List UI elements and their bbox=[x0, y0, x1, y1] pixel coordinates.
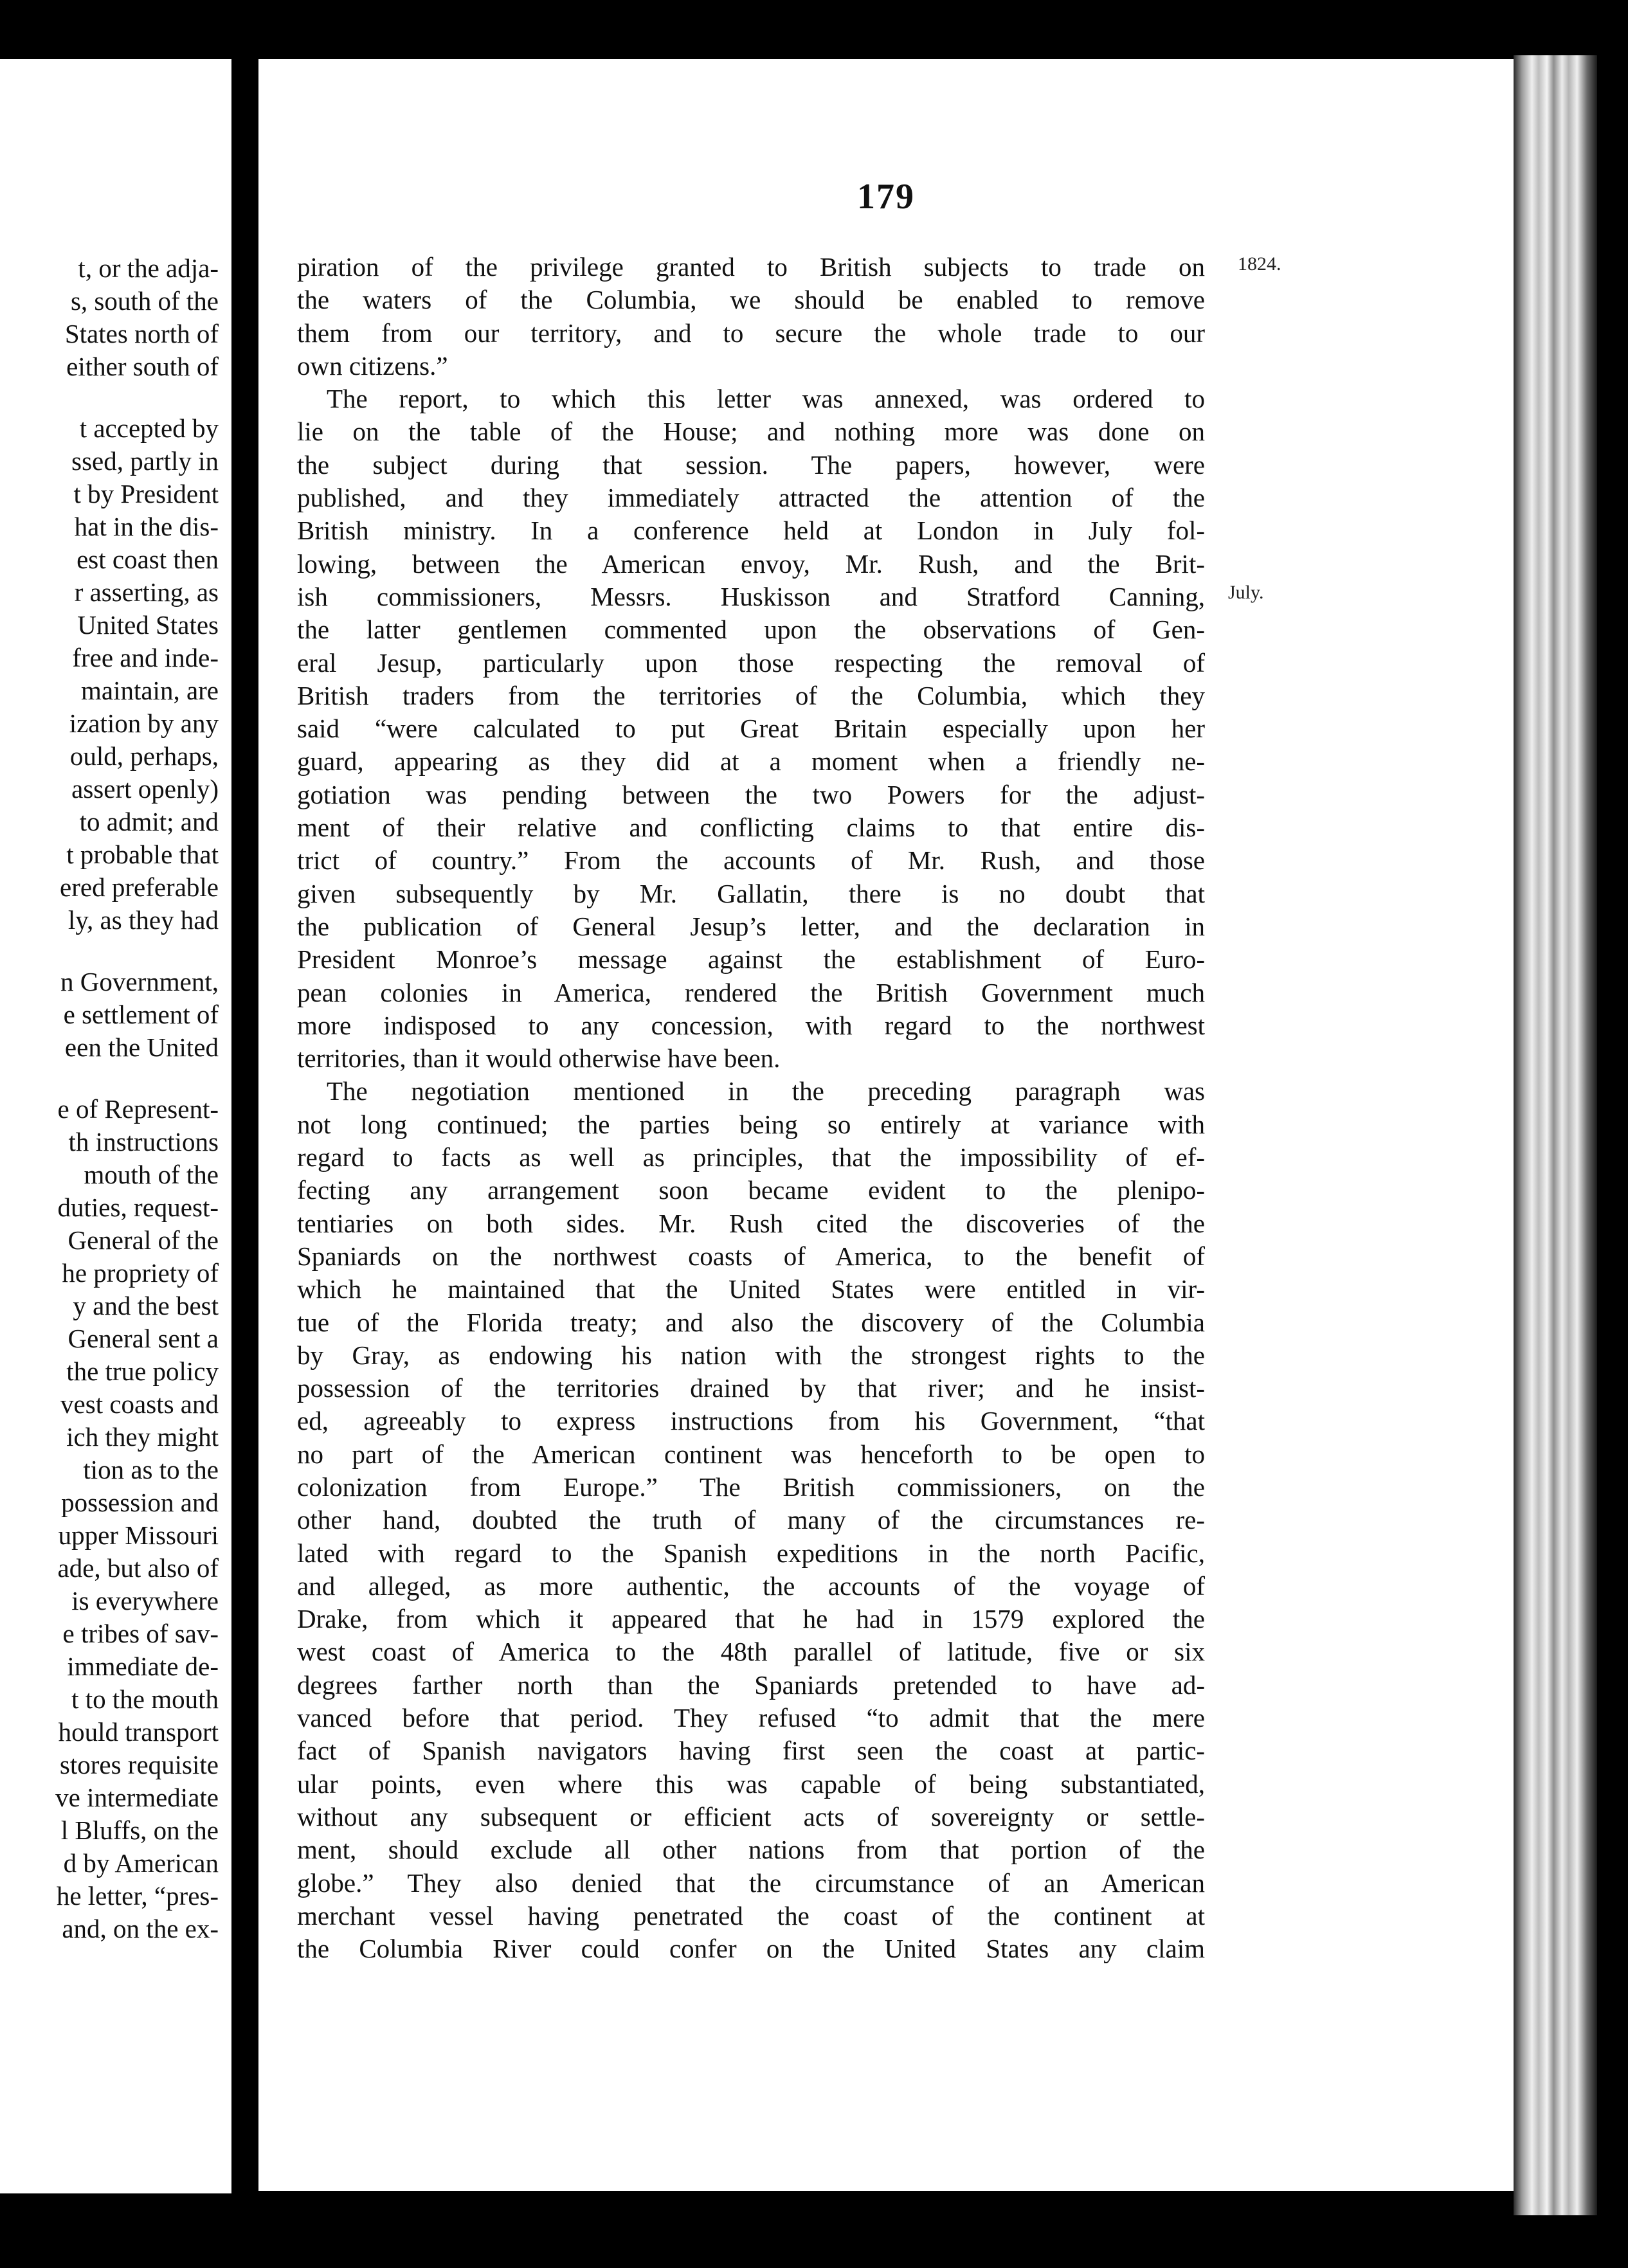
text-line: th instructions bbox=[68, 1127, 219, 1156]
text-line: by Gray, as endowing his nation with the strongest rights to the bbox=[297, 1340, 1205, 1370]
text-line: t to the mouth bbox=[71, 1684, 219, 1714]
text-line: ed, agreeably to express instructions from his Government, “that bbox=[297, 1406, 1205, 1436]
text-line: pean colonies in America, rendered the British Government much bbox=[297, 977, 1205, 1007]
text-line: tue of the Florida treaty; and also the discovery of the Columbia bbox=[297, 1307, 1205, 1337]
page-gutter bbox=[231, 0, 258, 2268]
paragraph-gap bbox=[0, 383, 219, 412]
text-line: to admit; and bbox=[79, 807, 219, 836]
text-line: d by American bbox=[63, 1848, 219, 1878]
text-line: ve intermediate bbox=[55, 1783, 219, 1812]
text-line: fecting any arrangement soon became evident to the plenipo- bbox=[297, 1175, 1205, 1205]
text-line: maintain, are bbox=[80, 676, 219, 705]
page-number: 179 bbox=[857, 177, 915, 217]
text-line: upper Missouri bbox=[58, 1520, 219, 1550]
text-line: The negotiation mentioned in the preceding paragraph was bbox=[327, 1076, 1205, 1106]
text-line: published, and they immediately attracted the attention of the bbox=[297, 483, 1205, 513]
text-line: globe.” They also denied that the circumstance of an American bbox=[297, 1868, 1205, 1898]
previous-page-text bbox=[0, 252, 219, 1945]
text-line: British ministry. In a conference held at London in July fol- bbox=[297, 516, 1205, 546]
margin-note-month: July. bbox=[1228, 582, 1264, 603]
text-line: lowing, between the American envoy, Mr. Rush, and the Brit- bbox=[297, 548, 1205, 579]
text-line: eral Jesup, particularly upon those respecting the removal of bbox=[297, 647, 1205, 678]
text-line: not long continued; the parties being so entirely at variance with bbox=[297, 1109, 1205, 1139]
text-line: ssed, partly in bbox=[71, 446, 219, 476]
text-line: ment of their relative and conflicting claims to that entire dis- bbox=[297, 813, 1205, 843]
text-line: colonization from Europe.” The British commissioners, on the bbox=[297, 1472, 1205, 1502]
body-text bbox=[297, 251, 1205, 1965]
text-line: tentiaries on both sides. Mr. Rush cited the discoveries of the bbox=[297, 1208, 1205, 1238]
main-page bbox=[258, 59, 1514, 2191]
text-line: hould transport bbox=[58, 1717, 219, 1747]
text-line: ular points, even where this was capable of being substantiated, bbox=[297, 1769, 1205, 1799]
text-line: territories, than it would otherwise have been. bbox=[297, 1043, 781, 1074]
previous-page-fragment bbox=[0, 59, 231, 2193]
text-line: possession of the territories drained by that river; and he insist- bbox=[297, 1373, 1205, 1403]
text-line: stores requisite bbox=[59, 1750, 219, 1779]
text-line: gotiation was pending between the two Powers for the adjust- bbox=[297, 779, 1205, 809]
text-line: Drake, from which it appeared that he had in 1579 explored the bbox=[297, 1604, 1205, 1634]
text-line: the Columbia River could confer on the United States any claim bbox=[297, 1934, 1205, 1964]
text-line: y and the best bbox=[73, 1291, 219, 1320]
text-line: lie on the table of the House; and nothing more was done on bbox=[297, 417, 1205, 447]
text-line: e settlement of bbox=[63, 1000, 219, 1029]
text-line: he letter, “pres- bbox=[56, 1881, 219, 1911]
text-line: the waters of the Columbia, we should be enabled to remove bbox=[297, 285, 1205, 315]
paragraph-gap bbox=[0, 937, 219, 966]
text-line: e tribes of sav- bbox=[62, 1619, 219, 1648]
text-line: Spaniards on the northwest coasts of America, to the benefit of bbox=[297, 1241, 1205, 1271]
text-line: assert openly) bbox=[71, 774, 219, 804]
text-line: t, or the adja- bbox=[78, 253, 219, 283]
text-line: trict of country.” From the accounts of Mr. Rush, and those bbox=[297, 845, 1205, 876]
text-line: and, on the ex- bbox=[62, 1914, 219, 1943]
text-line: ould, perhaps, bbox=[69, 741, 219, 771]
text-line: United States bbox=[77, 610, 219, 640]
text-line: ization by any bbox=[69, 708, 219, 738]
text-line: without any subsequent or efficient acts of sovereignty or settle- bbox=[297, 1801, 1205, 1832]
text-line: vest coasts and bbox=[60, 1389, 219, 1419]
text-line: mouth of the bbox=[84, 1160, 219, 1189]
text-line: and alleged, as more authentic, the accounts of the voyage of bbox=[297, 1571, 1205, 1601]
text-line: General of the bbox=[68, 1225, 219, 1255]
text-line: more indisposed to any concession, with regard to the northwest bbox=[297, 1010, 1205, 1040]
text-line: vanced before that period. They refused “to admit that the mere bbox=[297, 1703, 1205, 1733]
book-page-edges bbox=[1514, 55, 1597, 2215]
text-line: is everywhere bbox=[71, 1586, 219, 1616]
text-line: est coast then bbox=[77, 544, 219, 574]
text-line: r asserting, as bbox=[74, 577, 219, 607]
text-line: regard to facts as well as principles, that the impossibility of ef- bbox=[297, 1142, 1205, 1173]
text-line: the subject during that session. The papers, however, were bbox=[297, 449, 1205, 480]
text-line: free and inde- bbox=[72, 643, 219, 672]
text-line: n Government, bbox=[60, 967, 219, 996]
text-line: duties, request- bbox=[57, 1192, 219, 1222]
text-line: he propriety of bbox=[62, 1258, 219, 1288]
text-line: ment, should exclude all other nations from that portion of the bbox=[297, 1835, 1205, 1865]
text-line: t by President bbox=[73, 479, 219, 509]
text-line: ish commissioners, Messrs. Huskisson and Stratford Canning, bbox=[297, 581, 1205, 611]
paragraph-gap bbox=[0, 1064, 219, 1093]
text-line: given subsequently by Mr. Gallatin, there is no doubt that bbox=[297, 878, 1205, 908]
text-line: degrees farther north than the Spaniards pretended to have ad- bbox=[297, 1670, 1205, 1700]
text-line: t accepted by bbox=[79, 413, 219, 443]
text-line: guard, appearing as they did at a moment when a friendly ne- bbox=[297, 746, 1205, 777]
text-line: fact of Spanish navigators having first seen the coast at partic- bbox=[297, 1736, 1205, 1766]
text-line: said “were calculated to put Great Britain especially upon her bbox=[297, 714, 1205, 744]
margin-note-year: 1824. bbox=[1238, 253, 1281, 274]
text-line: possession and bbox=[61, 1488, 219, 1517]
text-line: een the United bbox=[64, 1032, 219, 1062]
text-line: The report, to which this letter was annexed, was ordered to bbox=[327, 384, 1205, 414]
text-line: the latter gentlemen commented upon the observations of Gen- bbox=[297, 615, 1205, 645]
text-line: ich they might bbox=[66, 1422, 219, 1452]
text-line: no part of the American continent was henceforth to be open to bbox=[297, 1439, 1205, 1469]
text-line: merchant vessel having penetrated the coast of the continent at bbox=[297, 1900, 1205, 1931]
text-line: either south of bbox=[66, 352, 219, 381]
text-line: own citizens.” bbox=[297, 350, 448, 381]
text-line: which he maintained that the United States were entitled in vir- bbox=[297, 1274, 1205, 1304]
text-line: the publication of General Jesup’s letter, and the declaration in bbox=[297, 911, 1205, 941]
text-line: ered preferable bbox=[60, 872, 219, 902]
text-line: them from our territory, and to secure the whole trade to our bbox=[297, 318, 1205, 348]
text-line: hat in the dis- bbox=[74, 512, 219, 541]
text-line: lated with regard to the Spanish expeditions in the north Pacific, bbox=[297, 1538, 1205, 1568]
text-line: l Bluffs, on the bbox=[60, 1815, 219, 1845]
text-line: ly, as they had bbox=[68, 905, 219, 935]
text-line: British traders from the territories of the Columbia, which they bbox=[297, 680, 1205, 710]
text-line: piration of the privilege granted to British subjects to trade on bbox=[297, 252, 1205, 282]
text-line: other hand, doubted the truth of many of the circumstances re- bbox=[297, 1505, 1205, 1535]
text-line: ade, but also of bbox=[57, 1553, 219, 1583]
text-line: tion as to the bbox=[83, 1455, 219, 1484]
text-line: the true policy bbox=[66, 1356, 219, 1386]
text-line: General sent a bbox=[68, 1324, 219, 1353]
text-line: President Monroe’s message against the establishment of Euro- bbox=[297, 944, 1205, 975]
text-line: west coast of America to the 48th parallel of latitude, five or six bbox=[297, 1637, 1205, 1667]
text-line: States north of bbox=[64, 319, 219, 348]
text-line: s, south of the bbox=[70, 286, 219, 316]
text-line: t probable that bbox=[66, 840, 219, 869]
text-line: immediate de- bbox=[67, 1652, 219, 1681]
text-line: e of Represent- bbox=[57, 1094, 219, 1124]
